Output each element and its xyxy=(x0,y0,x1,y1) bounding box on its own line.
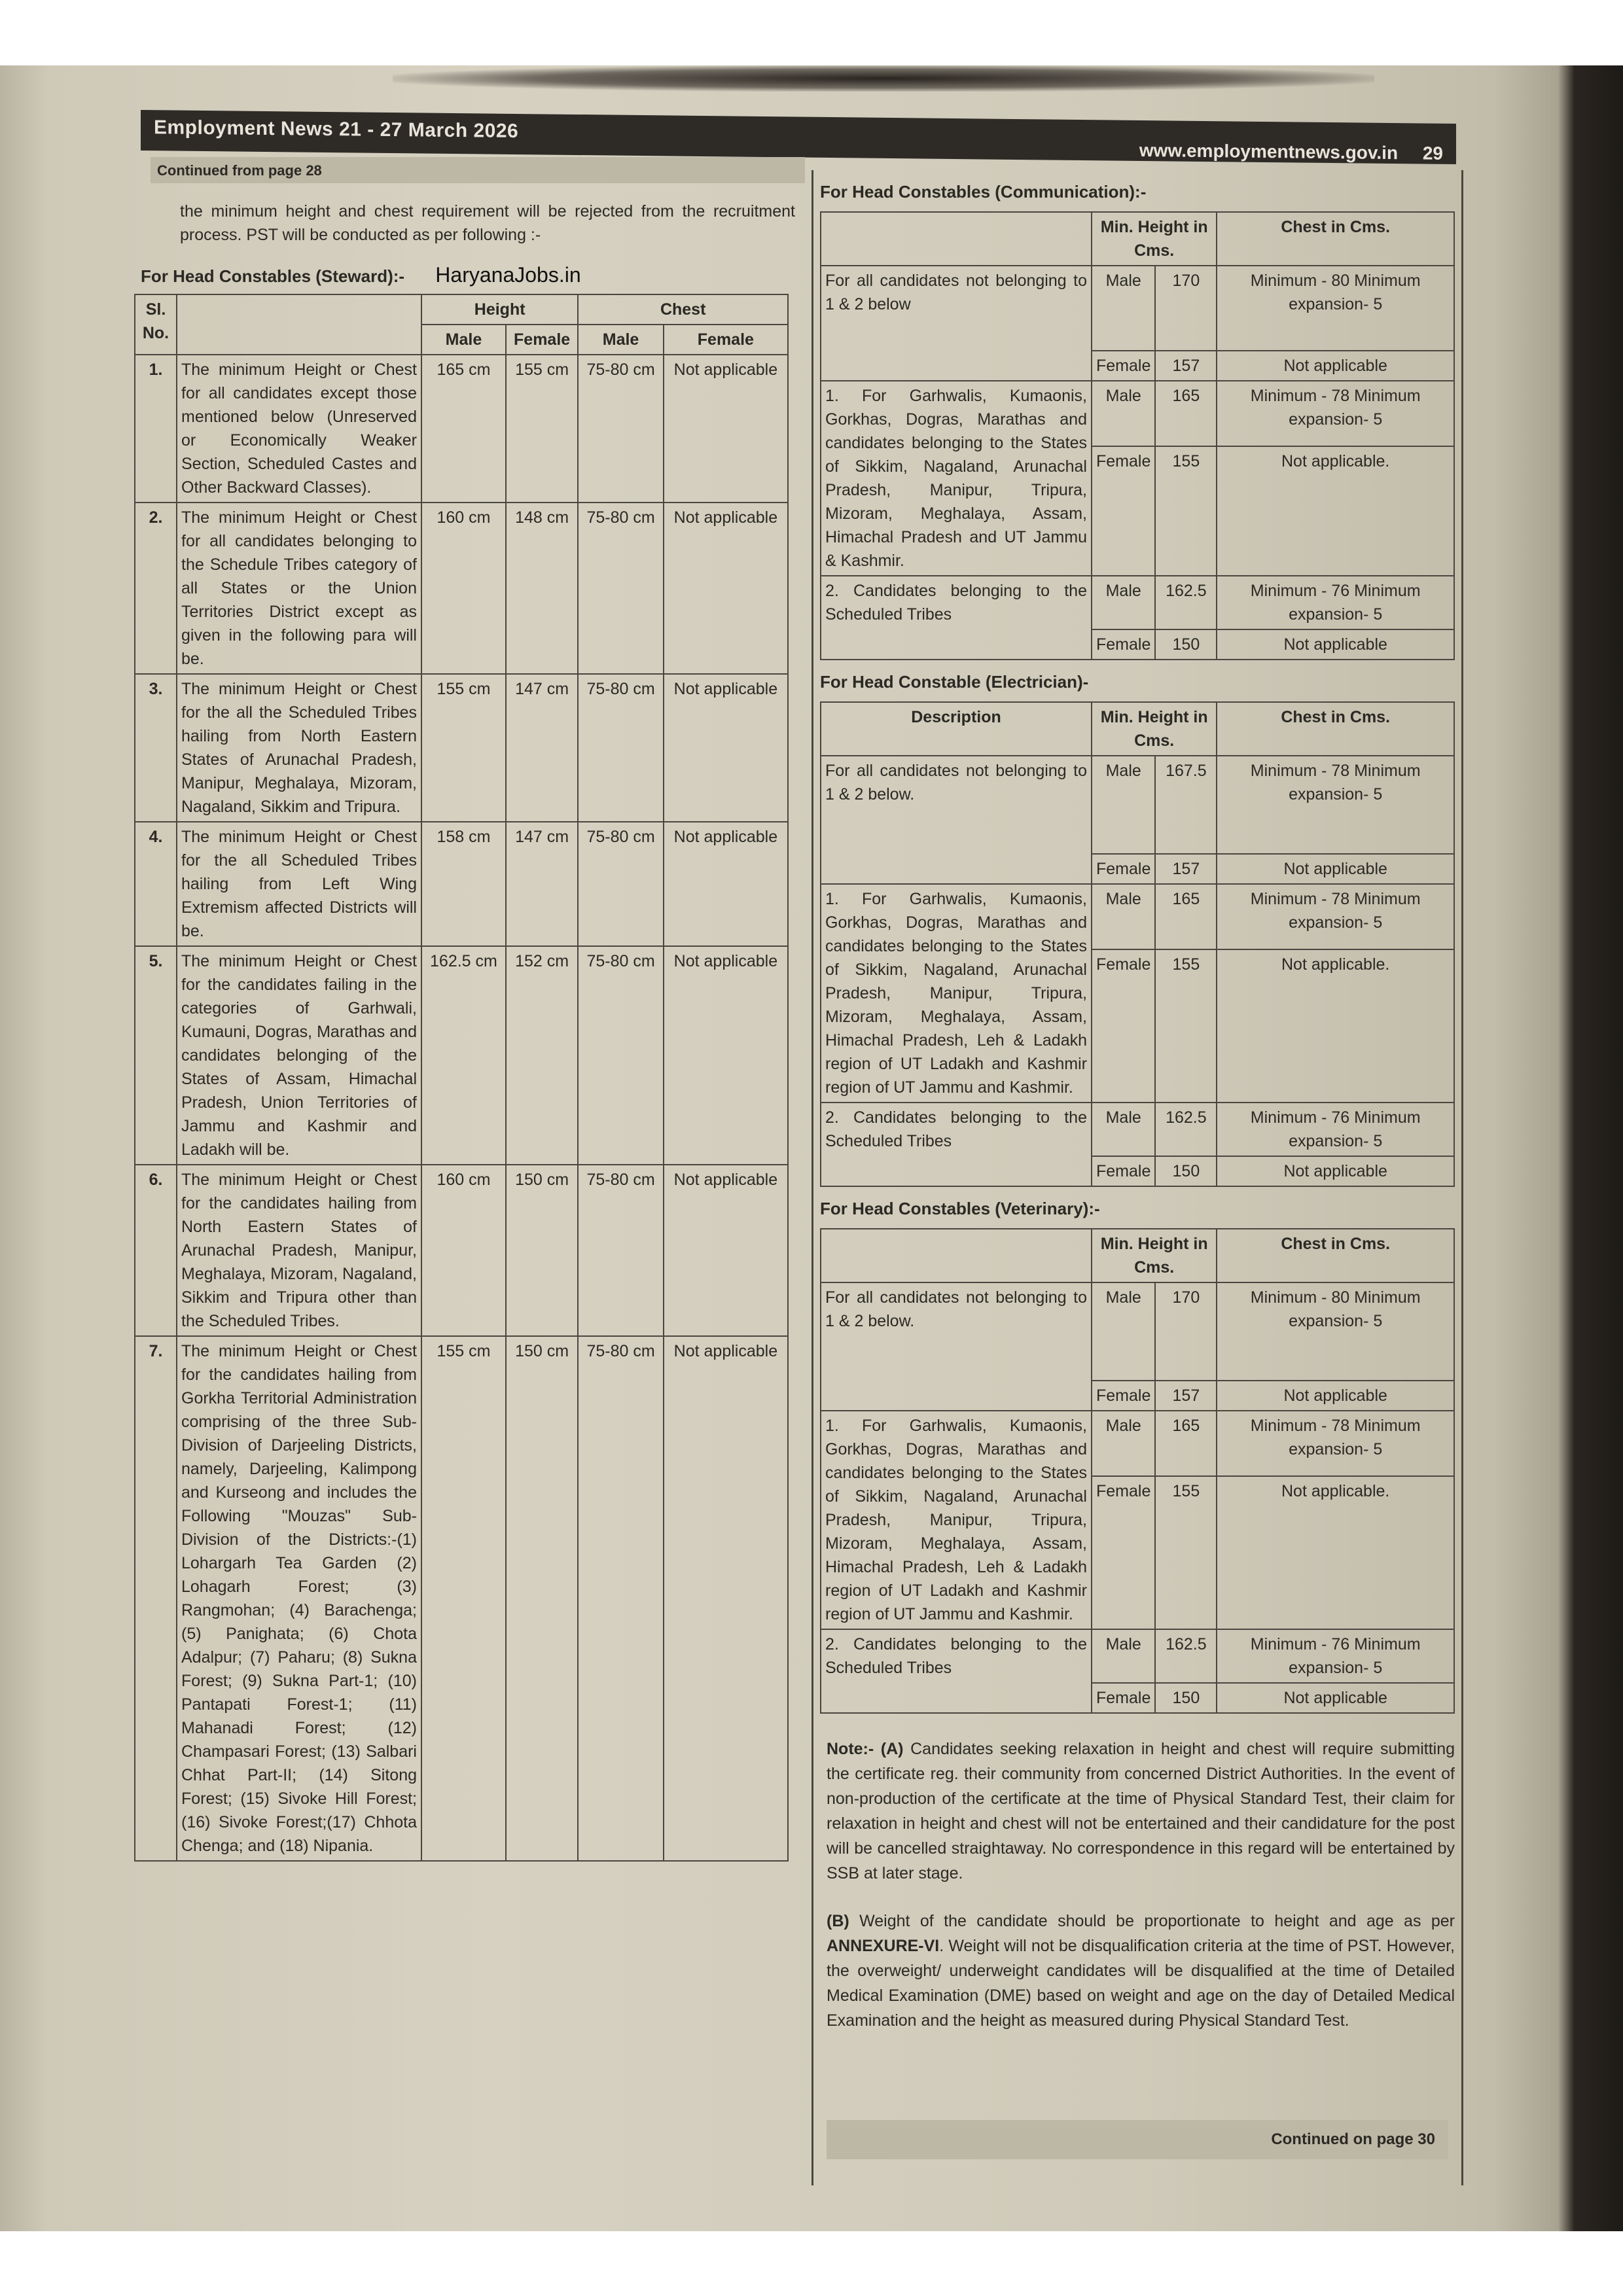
gender-cell: Male xyxy=(1092,884,1155,949)
note-a-label: Note:- (A) xyxy=(827,1740,904,1758)
height-female-cell: 150 cm xyxy=(506,1165,578,1336)
col-description xyxy=(821,1229,1092,1282)
note-b-label: (B) xyxy=(827,1912,849,1930)
desc-cell: 1. For Garhwalis, Kumaonis, Gorkhas, Dogras, Marathas and candidates belonging to the States of Sikkim, Nagaland, Arunachal Pradesh, Manipur, Tripura, Mizoram, Meghalaya, Assam, Himachal Pradesh, Leh & Ladakh region of UT Ladakh and Kashmir region of UT Jammu and Kashmir. xyxy=(821,1411,1092,1629)
col-chest-male: Male xyxy=(578,325,663,355)
table-row xyxy=(821,1103,1454,1156)
gender-cell: Male xyxy=(1092,266,1155,351)
communication-title: For Head Constables (Communication):- xyxy=(820,182,1147,202)
gender-cell: Male xyxy=(1092,1411,1155,1476)
height-female-cell: 152 cm xyxy=(506,946,578,1165)
col-description: Description xyxy=(821,702,1092,756)
height-cell: 167.5 xyxy=(1155,756,1217,854)
page-shadow xyxy=(393,65,1374,92)
newspaper-page xyxy=(141,105,1463,2192)
height-male-cell: 158 cm xyxy=(421,822,506,946)
desc-cell: The minimum Height or Chest for the candidates hailing from Gorkha Territorial Administration comprising of the three Sub-Division of Darjeeling Districts, namely, Darjeeling, Kalimpong and Kurseong and includes the Following "Mouzas" Sub-Division of the Districts:-(1) Lohargarh Tea Garden (2) Lohagarh Forest; (3) Rangmohan; (4) Barachenga; (5) Panighata; (6) Chota Adalpur; (7) Paharu; (8) Sukna Forest; (9) Sukna Part-1; (10) Pantapati Forest-1; (11) Mahanadi Forest; (12) Champasari Forest; (13) Salbari Chhat Part-II; (14) Sitong Forest; (15) Sivoke Hill Forest; (16) Sivoke Forest;(17) Chhota Chenga; and (18) Nipania. xyxy=(177,1336,421,1861)
gender-cell: Male xyxy=(1092,1103,1155,1156)
table-row xyxy=(821,1282,1454,1381)
col-height: Height xyxy=(421,294,578,325)
height-cell: 170 xyxy=(1155,1282,1217,1381)
desc-cell: 1. For Garhwalis, Kumaonis, Gorkhas, Dogras, Marathas and candidates belonging to the States of Sikkim, Nagaland, Arunachal Pradesh, Manipur, Tripura, Mizoram, Meghalaya, Assam, Himachal Pradesh and UT Jammu & Kashmir. xyxy=(821,381,1092,576)
height-male-cell: 162.5 cm xyxy=(421,946,506,1165)
chest-cell: Minimum - 78 Minimum expansion- 5 xyxy=(1217,1411,1454,1476)
continued-from-banner xyxy=(151,157,805,183)
gender-cell: Male xyxy=(1092,381,1155,446)
chest-cell: Minimum - 76 Minimum expansion- 5 xyxy=(1217,1629,1454,1683)
table-row xyxy=(821,1629,1454,1683)
gender-cell: Female xyxy=(1092,351,1155,381)
note-b-text-2: . Weight will not be disqualification criteria at the time of PST. However, the overweight/ underweight candidates will be disqualified at the time of Detailed Medical Examination (DME) based on weight and age on the day of Detailed Medical Examination and the height as measured during Physical Standard Test. xyxy=(827,1937,1455,2030)
gender-cell: Female xyxy=(1092,1156,1155,1186)
col-sl-no: Sl. No. xyxy=(135,294,177,355)
right-column xyxy=(812,170,1463,2185)
chest-male-cell: 75-80 cm xyxy=(578,503,663,674)
height-cell: 165 xyxy=(1155,1411,1217,1476)
col-min-height: Min. Height in Cms. xyxy=(1092,212,1217,266)
table-row xyxy=(135,503,788,674)
table-row xyxy=(135,674,788,822)
table-row xyxy=(135,355,788,503)
table-row xyxy=(821,1411,1454,1476)
height-female-cell: 147 cm xyxy=(506,822,578,946)
sl-cell: 1. xyxy=(135,355,177,503)
steward-table xyxy=(134,294,789,1862)
table-row xyxy=(821,756,1454,854)
desc-cell: 2. Candidates belonging to the Scheduled Tribes xyxy=(821,576,1092,660)
electrician-table xyxy=(820,701,1455,1187)
col-min-height: Min. Height in Cms. xyxy=(1092,702,1217,756)
chest-cell: Not applicable xyxy=(1217,629,1454,660)
veterinary-table xyxy=(820,1228,1455,1714)
height-cell: 155 xyxy=(1155,949,1217,1103)
chest-cell: Minimum - 78 Minimum expansion- 5 xyxy=(1217,381,1454,446)
desc-cell: For all candidates not belonging to 1 & 2 below xyxy=(821,266,1092,381)
col-chest: Chest in Cms. xyxy=(1217,702,1454,756)
sl-cell: 2. xyxy=(135,503,177,674)
gender-cell: Female xyxy=(1092,949,1155,1103)
desc-cell: For all candidates not belonging to 1 & 2 below. xyxy=(821,1282,1092,1411)
height-cell: 150 xyxy=(1155,1683,1217,1713)
chest-cell: Minimum - 76 Minimum expansion- 5 xyxy=(1217,1103,1454,1156)
height-cell: 150 xyxy=(1155,629,1217,660)
height-cell: 162.5 xyxy=(1155,576,1217,629)
height-cell: 157 xyxy=(1155,351,1217,381)
desc-cell: The minimum Height or Chest for the all the Scheduled Tribes hailing from North Eastern States of Arunachal Pradesh, Manipur, Meghalaya, Mizoram, Nagaland, Sikkim and Tripura. xyxy=(177,674,421,822)
desc-cell: 2. Candidates belonging to the Scheduled Tribes xyxy=(821,1629,1092,1713)
steward-heading xyxy=(141,263,802,287)
height-male-cell: 165 cm xyxy=(421,355,506,503)
height-male-cell: 155 cm xyxy=(421,1336,506,1861)
sl-cell: 5. xyxy=(135,946,177,1165)
watermark: HaryanaJobs.in xyxy=(435,263,581,287)
table-row xyxy=(821,381,1454,446)
chest-female-cell: Not applicable xyxy=(664,674,788,822)
sl-cell: 4. xyxy=(135,822,177,946)
chest-male-cell: 75-80 cm xyxy=(578,1336,663,1861)
height-female-cell: 155 cm xyxy=(506,355,578,503)
gender-cell: Female xyxy=(1092,1683,1155,1713)
table-row xyxy=(135,1336,788,1861)
gender-cell: Male xyxy=(1092,1282,1155,1381)
height-female-cell: 148 cm xyxy=(506,503,578,674)
chest-cell: Not applicable. xyxy=(1217,1476,1454,1629)
col-chest-female: Female xyxy=(664,325,788,355)
desc-cell: The minimum Height or Chest for the candidates failing in the categories of Garhwali, Kumauni, Dogras, Marathas and candidates belonging of the States of Assam, Himachal Pradesh, Union Territories of Jammu and Kashmir and Ladakh will be. xyxy=(177,946,421,1165)
chest-female-cell: Not applicable xyxy=(664,822,788,946)
continued-on-text: Continued on page 30 xyxy=(1271,2130,1435,2148)
annexure-reference: ANNEXURE-VI xyxy=(827,1937,940,1955)
desc-cell: The minimum Height or Chest for all candidates except those mentioned below (Unreserved or Economically Weaker Section, Scheduled Castes and Other Backward Classes). xyxy=(177,355,421,503)
chest-cell: Not applicable xyxy=(1217,1381,1454,1411)
height-male-cell: 160 cm xyxy=(421,1165,506,1336)
left-column xyxy=(141,183,802,1862)
gender-cell: Female xyxy=(1092,446,1155,576)
veterinary-title: For Head Constables (Veterinary):- xyxy=(820,1199,1100,1218)
desc-cell: The minimum Height or Chest for all candidates belonging to the Schedule Tribes category of all States or the Union Territories District except as given in the following para will be. xyxy=(177,503,421,674)
chest-male-cell: 75-80 cm xyxy=(578,355,663,503)
height-cell: 162.5 xyxy=(1155,1629,1217,1683)
gender-cell: Female xyxy=(1092,1476,1155,1629)
gender-cell: Male xyxy=(1092,576,1155,629)
chest-cell: Minimum - 80 Minimum expansion- 5 xyxy=(1217,1282,1454,1381)
chest-male-cell: 75-80 cm xyxy=(578,946,663,1165)
chest-cell: Minimum - 80 Minimum expansion- 5 xyxy=(1217,266,1454,351)
height-male-cell: 160 cm xyxy=(421,503,506,674)
chest-female-cell: Not applicable xyxy=(664,1336,788,1861)
publication-title: Employment News 21 - 27 March 2026 xyxy=(154,116,519,143)
masthead-right xyxy=(1139,140,1443,164)
chest-female-cell: Not applicable xyxy=(664,503,788,674)
height-cell: 150 xyxy=(1155,1156,1217,1186)
table-row xyxy=(135,822,788,946)
height-cell: 162.5 xyxy=(1155,1103,1217,1156)
chest-male-cell: 75-80 cm xyxy=(578,674,663,822)
col-height-female: Female xyxy=(506,325,578,355)
communication-table xyxy=(820,211,1455,660)
chest-female-cell: Not applicable xyxy=(664,355,788,503)
chest-cell: Not applicable. xyxy=(1217,446,1454,576)
desc-cell: 1. For Garhwalis, Kumaonis, Gorkhas, Dogras, Marathas and candidates belonging to the States of Sikkim, Nagaland, Arunachal Pradesh, Manipur, Tripura, Mizoram, Meghalaya, Assam, Himachal Pradesh, Leh & Ladakh region of UT Ladakh and Kashmir region of UT Jammu and Kashmir. xyxy=(821,884,1092,1103)
col-chest: Chest in Cms. xyxy=(1217,1229,1454,1282)
desc-cell: The minimum Height or Chest for the all Scheduled Tribes hailing from Left Wing Extremism affected Districts will be. xyxy=(177,822,421,946)
col-description xyxy=(821,212,1092,266)
chest-female-cell: Not applicable xyxy=(664,946,788,1165)
chest-cell: Not applicable. xyxy=(1217,949,1454,1103)
chest-cell: Minimum - 78 Minimum expansion- 5 xyxy=(1217,756,1454,854)
gender-cell: Male xyxy=(1092,1629,1155,1683)
chest-cell: Minimum - 78 Minimum expansion- 5 xyxy=(1217,884,1454,949)
height-cell: 157 xyxy=(1155,1381,1217,1411)
height-cell: 157 xyxy=(1155,854,1217,884)
website-link: www.employmentnews.gov.in xyxy=(1139,139,1399,164)
height-cell: 165 xyxy=(1155,884,1217,949)
note-a-text: Candidates seeking relaxation in height and chest will require submitting the certificate reg. their community from concerned District Authorities. In the event of non-production of the certificate at the time of Physical Standard Test, their claim for relaxation in height and chest will not be entertained and their candidature for the post will be cancelled straightaway. No correspondence in this regard will be entertained by SSB at later stage. xyxy=(827,1740,1455,1882)
desc-cell: The minimum Height or Chest for the candidates hailing from North Eastern States of Arunachal Pradesh, Manipur, Meghalaya, Mizoram, Nagaland, Sikkim and Tripura other than the Scheduled Tribes. xyxy=(177,1165,421,1336)
chest-cell: Minimum - 76 Minimum expansion- 5 xyxy=(1217,576,1454,629)
continued-on-banner xyxy=(827,2120,1448,2159)
electrician-title: For Head Constable (Electrician)- xyxy=(820,672,1089,692)
table-row xyxy=(821,266,1454,351)
note-b xyxy=(813,1902,1461,2033)
height-cell: 165 xyxy=(1155,381,1217,446)
height-female-cell: 150 cm xyxy=(506,1336,578,1861)
col-height-male: Male xyxy=(421,325,506,355)
col-chest: Chest in Cms. xyxy=(1217,212,1454,266)
table-row xyxy=(135,1165,788,1336)
sl-cell: 6. xyxy=(135,1165,177,1336)
chest-cell: Not applicable xyxy=(1217,1156,1454,1186)
gender-cell: Female xyxy=(1092,854,1155,884)
chest-male-cell: 75-80 cm xyxy=(578,1165,663,1336)
sl-cell: 7. xyxy=(135,1336,177,1861)
page-number: 29 xyxy=(1422,143,1443,164)
gender-cell: Female xyxy=(1092,1381,1155,1411)
sl-cell: 3. xyxy=(135,674,177,822)
height-cell: 155 xyxy=(1155,1476,1217,1629)
table-row xyxy=(821,884,1454,949)
note-b-text-1: Weight of the candidate should be proportionate to height and age as per xyxy=(859,1912,1455,1930)
col-description xyxy=(177,294,421,355)
continued-from-text: Continued from page 28 xyxy=(157,162,322,179)
table-row xyxy=(821,576,1454,629)
height-male-cell: 155 cm xyxy=(421,674,506,822)
gender-cell: Male xyxy=(1092,756,1155,854)
chest-cell: Not applicable xyxy=(1217,351,1454,381)
desc-cell: 2. Candidates belonging to the Scheduled Tribes xyxy=(821,1103,1092,1186)
chest-female-cell: Not applicable xyxy=(664,1165,788,1336)
note-a xyxy=(813,1730,1461,1886)
chest-male-cell: 75-80 cm xyxy=(578,822,663,946)
col-min-height: Min. Height in Cms. xyxy=(1092,1229,1217,1282)
height-cell: 170 xyxy=(1155,266,1217,351)
intro-paragraph: the minimum height and chest requirement will be rejected from the recruitment process. PST will be conducted as per following :- xyxy=(180,202,795,244)
col-chest: Chest xyxy=(578,294,788,325)
gender-cell: Female xyxy=(1092,629,1155,660)
table-row xyxy=(135,946,788,1165)
steward-title: For Head Constables (Steward):- xyxy=(141,266,405,286)
masthead-band xyxy=(141,110,1456,164)
height-cell: 155 xyxy=(1155,446,1217,576)
desc-cell: For all candidates not belonging to 1 & 2 below. xyxy=(821,756,1092,884)
height-female-cell: 147 cm xyxy=(506,674,578,822)
chest-cell: Not applicable xyxy=(1217,854,1454,884)
chest-cell: Not applicable xyxy=(1217,1683,1454,1713)
